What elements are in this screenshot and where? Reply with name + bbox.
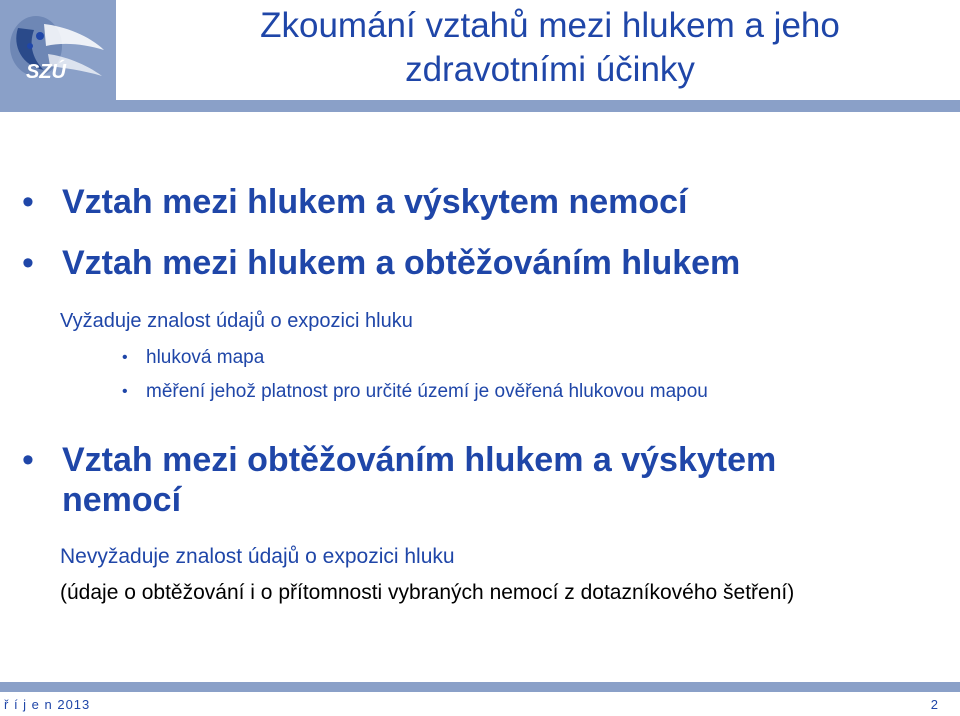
slide-content — [0, 100, 960, 682]
bullet-item-3 — [22, 440, 776, 520]
slide-footer — [0, 692, 960, 716]
bullet3-subtext: Nevyžaduje znalost údajů o expozici hluku — [60, 545, 455, 568]
szu-logo-icon — [4, 6, 108, 92]
bullet3-note: (údaje o obtěžování i o přítomnosti vybraných nemocí z dotazníkového šetření) — [60, 581, 795, 604]
bullet-text-1: Vztah mezi hlukem a výskytem nemocí — [62, 183, 688, 221]
slide-title-line2: zdravotními účinky — [405, 50, 695, 89]
page-number: 2 — [930, 697, 938, 712]
bullet-item-1 — [22, 182, 687, 222]
bullet-dot-icon: • — [22, 441, 34, 479]
logo-text: SZÚ — [26, 61, 66, 83]
sub-list-item-text: měření jehož platnost pro určité území je ověřená hlukovou mapou — [146, 381, 708, 402]
szu-logo — [0, 0, 116, 100]
slide-header — [0, 0, 960, 100]
sub-list-item — [122, 346, 264, 370]
bullet-dot-icon: • — [122, 349, 128, 366]
bullet-text-3-line2: nemocí — [62, 481, 182, 519]
sub-list-item — [122, 380, 708, 404]
bullet-text-3-line1: Vztah mezi obtěžováním hlukem a výskytem — [62, 441, 777, 479]
bullet-dot-icon: • — [22, 183, 34, 221]
bullet-dot-icon: • — [122, 383, 128, 400]
slide-title — [150, 4, 950, 92]
bullet-item-2 — [22, 243, 740, 283]
footer-date: ř í j e n 2013 — [4, 697, 91, 712]
bullet-text-2: Vztah mezi hlukem a obtěžováním hlukem — [62, 244, 741, 282]
slide-title-line1: Zkoumání vztahů mezi hlukem a jeho — [260, 6, 840, 45]
sub-list-item-text: hluková mapa — [146, 347, 265, 368]
bullet-dot-icon: • — [22, 244, 34, 282]
bullet2-subtext: Vyžaduje znalost údajů o expozici hluku — [60, 310, 413, 332]
